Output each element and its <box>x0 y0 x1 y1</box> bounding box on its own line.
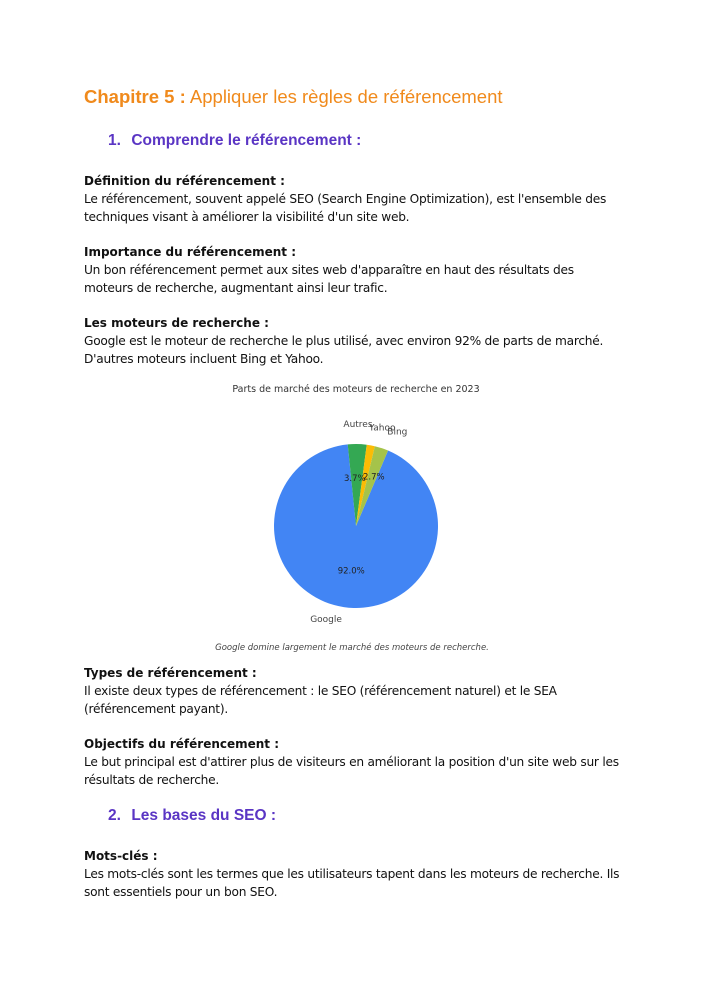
section-2-title: Les bases du SEO : <box>131 807 277 824</box>
pie-value-google: 92.0% <box>337 566 365 577</box>
types-label: Types de référencement : <box>84 666 257 680</box>
keywords-block <box>84 847 644 901</box>
chapter-prefix: Chapitre 5 : <box>84 86 186 107</box>
section-1-heading <box>108 131 644 151</box>
definition-block <box>84 172 644 226</box>
section-2-number: 2. <box>108 807 121 824</box>
definition-line-2: techniques visant à améliorer la visibilité d'un site web. <box>84 210 410 224</box>
section-1-title: Comprendre le référencement : <box>131 132 362 149</box>
chapter-title <box>84 85 644 109</box>
search-engines-label: Les moteurs de recherche : <box>84 316 269 330</box>
chart-title: Parts de marché des moteurs de recherche en 2023 <box>232 384 480 395</box>
pie-label-yahoo: Yahoo <box>368 423 396 434</box>
types-line-1: Il existe deux types de référencement : le SEO (référencement naturel) et le SEA <box>84 684 557 698</box>
definition-line-1: Le référencement, souvent appelé SEO (Search Engine Optimization), est l'ensemble des <box>84 192 607 206</box>
pie-label-bing: Bing <box>387 427 408 438</box>
objectives-block <box>84 735 644 789</box>
objectives-line-1: Le but principal est d'attirer plus de visiteurs en améliorant la position d'un site web sur les <box>84 755 619 769</box>
objectives-label: Objectifs du référencement : <box>84 737 280 751</box>
document-page <box>84 85 644 918</box>
market-share-figure <box>84 378 644 664</box>
search-engines-line-1: Google est le moteur de recherche le plus utilisé, avec environ 92% de parts de marché. <box>84 334 604 348</box>
objectives-line-2: résultats de recherche. <box>84 773 220 787</box>
keywords-line-1: Les mots-clés sont les termes que les utilisateurs tapent dans les moteurs de recherche. Ils <box>84 867 620 881</box>
importance-line-1: Un bon référencement permet aux sites web d'apparaître en haut des résultats des <box>84 263 574 277</box>
importance-block <box>84 243 644 297</box>
chapter-name: Appliquer les règles de référencement <box>189 86 503 107</box>
types-block <box>84 664 644 718</box>
figure-caption: Google domine largement le marché des moteurs de recherche. <box>215 643 489 653</box>
keywords-line-2: sont essentiels pour un bon SEO. <box>84 885 278 899</box>
definition-label: Définition du référencement : <box>84 174 285 188</box>
importance-label: Importance du référencement : <box>84 245 297 259</box>
pie-label-autres: Autres <box>343 420 373 431</box>
section-2-heading <box>108 806 644 826</box>
pie-value-autres: 3.7% <box>343 474 366 485</box>
importance-line-2: moteurs de recherche, augmentant ainsi leur trafic. <box>84 281 388 295</box>
search-engines-line-2: D'autres moteurs incluent Bing et Yahoo. <box>84 352 324 366</box>
pie-value-bing: 2.7% <box>363 472 385 483</box>
types-line-2: (référencement payant). <box>84 702 228 716</box>
section-1-number: 1. <box>108 132 121 149</box>
pie-label-google: Google <box>310 614 342 625</box>
keywords-label: Mots-clés : <box>84 849 158 863</box>
pie-chart <box>84 378 624 638</box>
search-engines-block <box>84 314 644 368</box>
